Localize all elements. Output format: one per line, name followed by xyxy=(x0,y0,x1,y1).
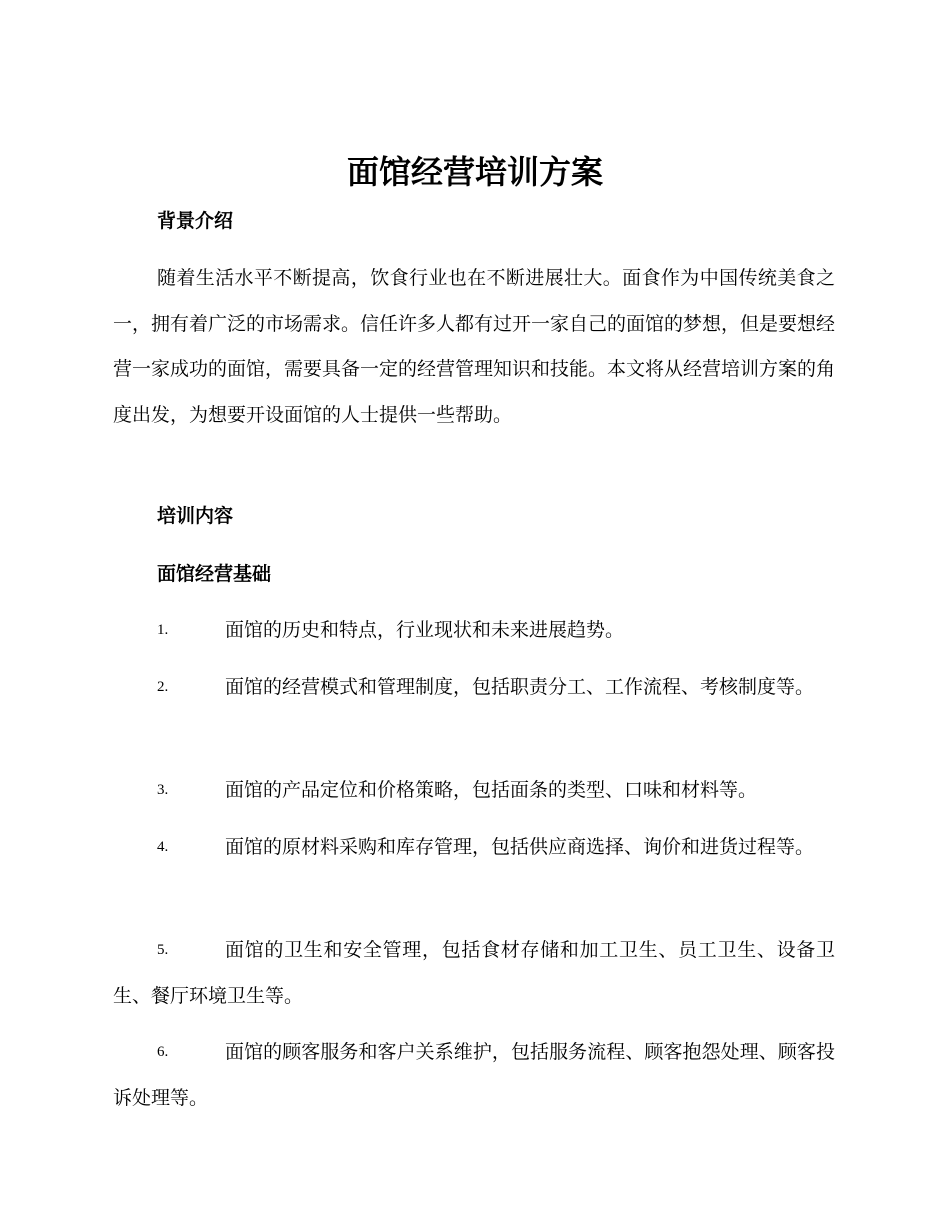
heading-background: 背景介绍 xyxy=(157,210,234,232)
list-item-text: 面馆的产品定位和价格策略，包括面条的类型、口味和材料等。 xyxy=(225,779,758,801)
paragraph-background: 随着生活水平不断提高，饮食行业也在不断进展壮大。面食作为中国传统美食之一，拥有着广泛的市场需求。信任许多人都有过开一家自己的面馆的梦想，但是要想经营一家成功的面馆，需要具备一定的经营管理知识和技能。本文将从经营培训方案的角度出发，为想要开设面馆的人士提供一些帮助。 xyxy=(113,267,836,426)
list-item-text: 面馆的历史和特点，行业现状和未来进展趋势。 xyxy=(225,619,625,641)
list-item-text: 面馆的顾客服务和客户关系维护，包括服务流程、顾客抱怨处理、顾客投诉处理等。 xyxy=(113,1041,835,1109)
heading-training-content: 培训内容 xyxy=(157,505,234,527)
list-item xyxy=(113,825,835,871)
list-item xyxy=(113,665,835,711)
list-item-number: 1. xyxy=(157,622,169,638)
list-item xyxy=(113,608,835,654)
list-item-number: 3. xyxy=(157,782,169,798)
list-item-text: 面馆的原材料采购和库存管理，包括供应商选择、询价和进货过程等。 xyxy=(225,836,815,858)
list-item xyxy=(113,768,835,814)
list-item-number: 6. xyxy=(157,1044,169,1060)
list-item-text: 面馆的卫生和安全管理，包括食材存储和加工卫生、员工卫生、设备卫生、餐厅环境卫生等。 xyxy=(113,939,835,1007)
list-item-text: 面馆的经营模式和管理制度，包括职责分工、工作流程、考核制度等。 xyxy=(225,676,815,698)
list-item-number: 4. xyxy=(157,839,169,855)
document-title: 面馆经营培训方案 xyxy=(346,153,603,191)
list-item-number: 2. xyxy=(157,679,169,695)
list-item xyxy=(113,928,835,1019)
heading-noodle-shop-basics: 面馆经营基础 xyxy=(157,563,272,585)
list-item xyxy=(113,1030,835,1121)
list-item-number: 5. xyxy=(157,942,169,958)
